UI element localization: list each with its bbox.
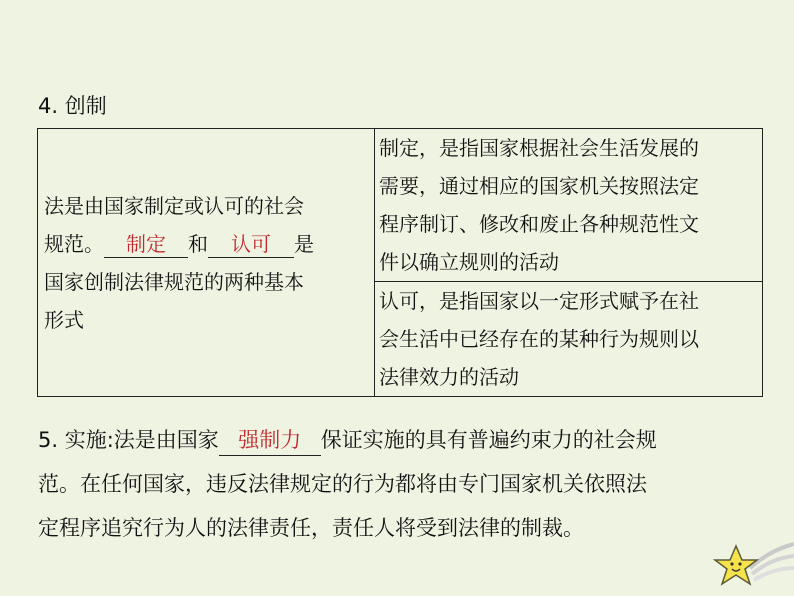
answer-text-1: 制定	[126, 231, 166, 256]
right-bottom-line-3: 法律效力的活动	[379, 365, 519, 389]
answer-blank-1	[104, 231, 188, 258]
left-line-2-post: 是	[294, 231, 314, 256]
right-top-line-1: 制定，是指国家根据社会生活发展的	[379, 136, 699, 160]
definition-table	[37, 128, 763, 397]
left-line-2-conj: 和	[188, 231, 208, 256]
left-line-2-pre: 规范。	[44, 231, 104, 256]
left-cell	[38, 129, 375, 397]
right-top-cell	[375, 129, 763, 282]
para5-line-3: 定程序追究行为人的法律责任，责任人将受到法律的制裁。	[38, 516, 584, 540]
answer-blank-2	[208, 231, 294, 258]
para5-pre: 5. 实施:法是由国家	[38, 428, 219, 452]
right-bottom-line-1: 认可，是指国家以一定形式赋予在社	[379, 289, 699, 313]
section-4-heading: 4. 创制	[38, 94, 107, 118]
section-5-paragraph	[38, 418, 758, 550]
right-top-line-3: 程序制订、修改和废止各种规范性文	[379, 212, 699, 236]
left-line-4: 形式	[44, 307, 84, 332]
right-bottom-cell	[375, 282, 763, 397]
right-top-line-2: 需要，通过相应的国家机关按照法定	[379, 174, 699, 198]
para5-line-2: 范。在任何国家，违反法律规定的行为都将由专门国家机关依照法	[38, 472, 647, 496]
para5-line-1	[38, 418, 758, 462]
left-line-3: 国家创制法律规范的两种基本	[44, 269, 304, 294]
para5-post: 保证实施的具有普遍约束力的社会规	[320, 428, 657, 452]
left-line-1: 法是由国家制定或认可的社会	[44, 193, 304, 218]
answer-text-2: 认可	[231, 231, 271, 256]
left-line-2	[44, 225, 368, 263]
table-row	[38, 129, 763, 282]
right-top-line-4: 件以确立规则的活动	[379, 250, 559, 274]
shooting-star-icon	[712, 528, 794, 596]
right-bottom-line-2: 会生活中已经存在的某种行为规则以	[379, 327, 699, 351]
answer-text-3: 强制力	[238, 428, 302, 452]
answer-blank-3	[219, 425, 321, 456]
